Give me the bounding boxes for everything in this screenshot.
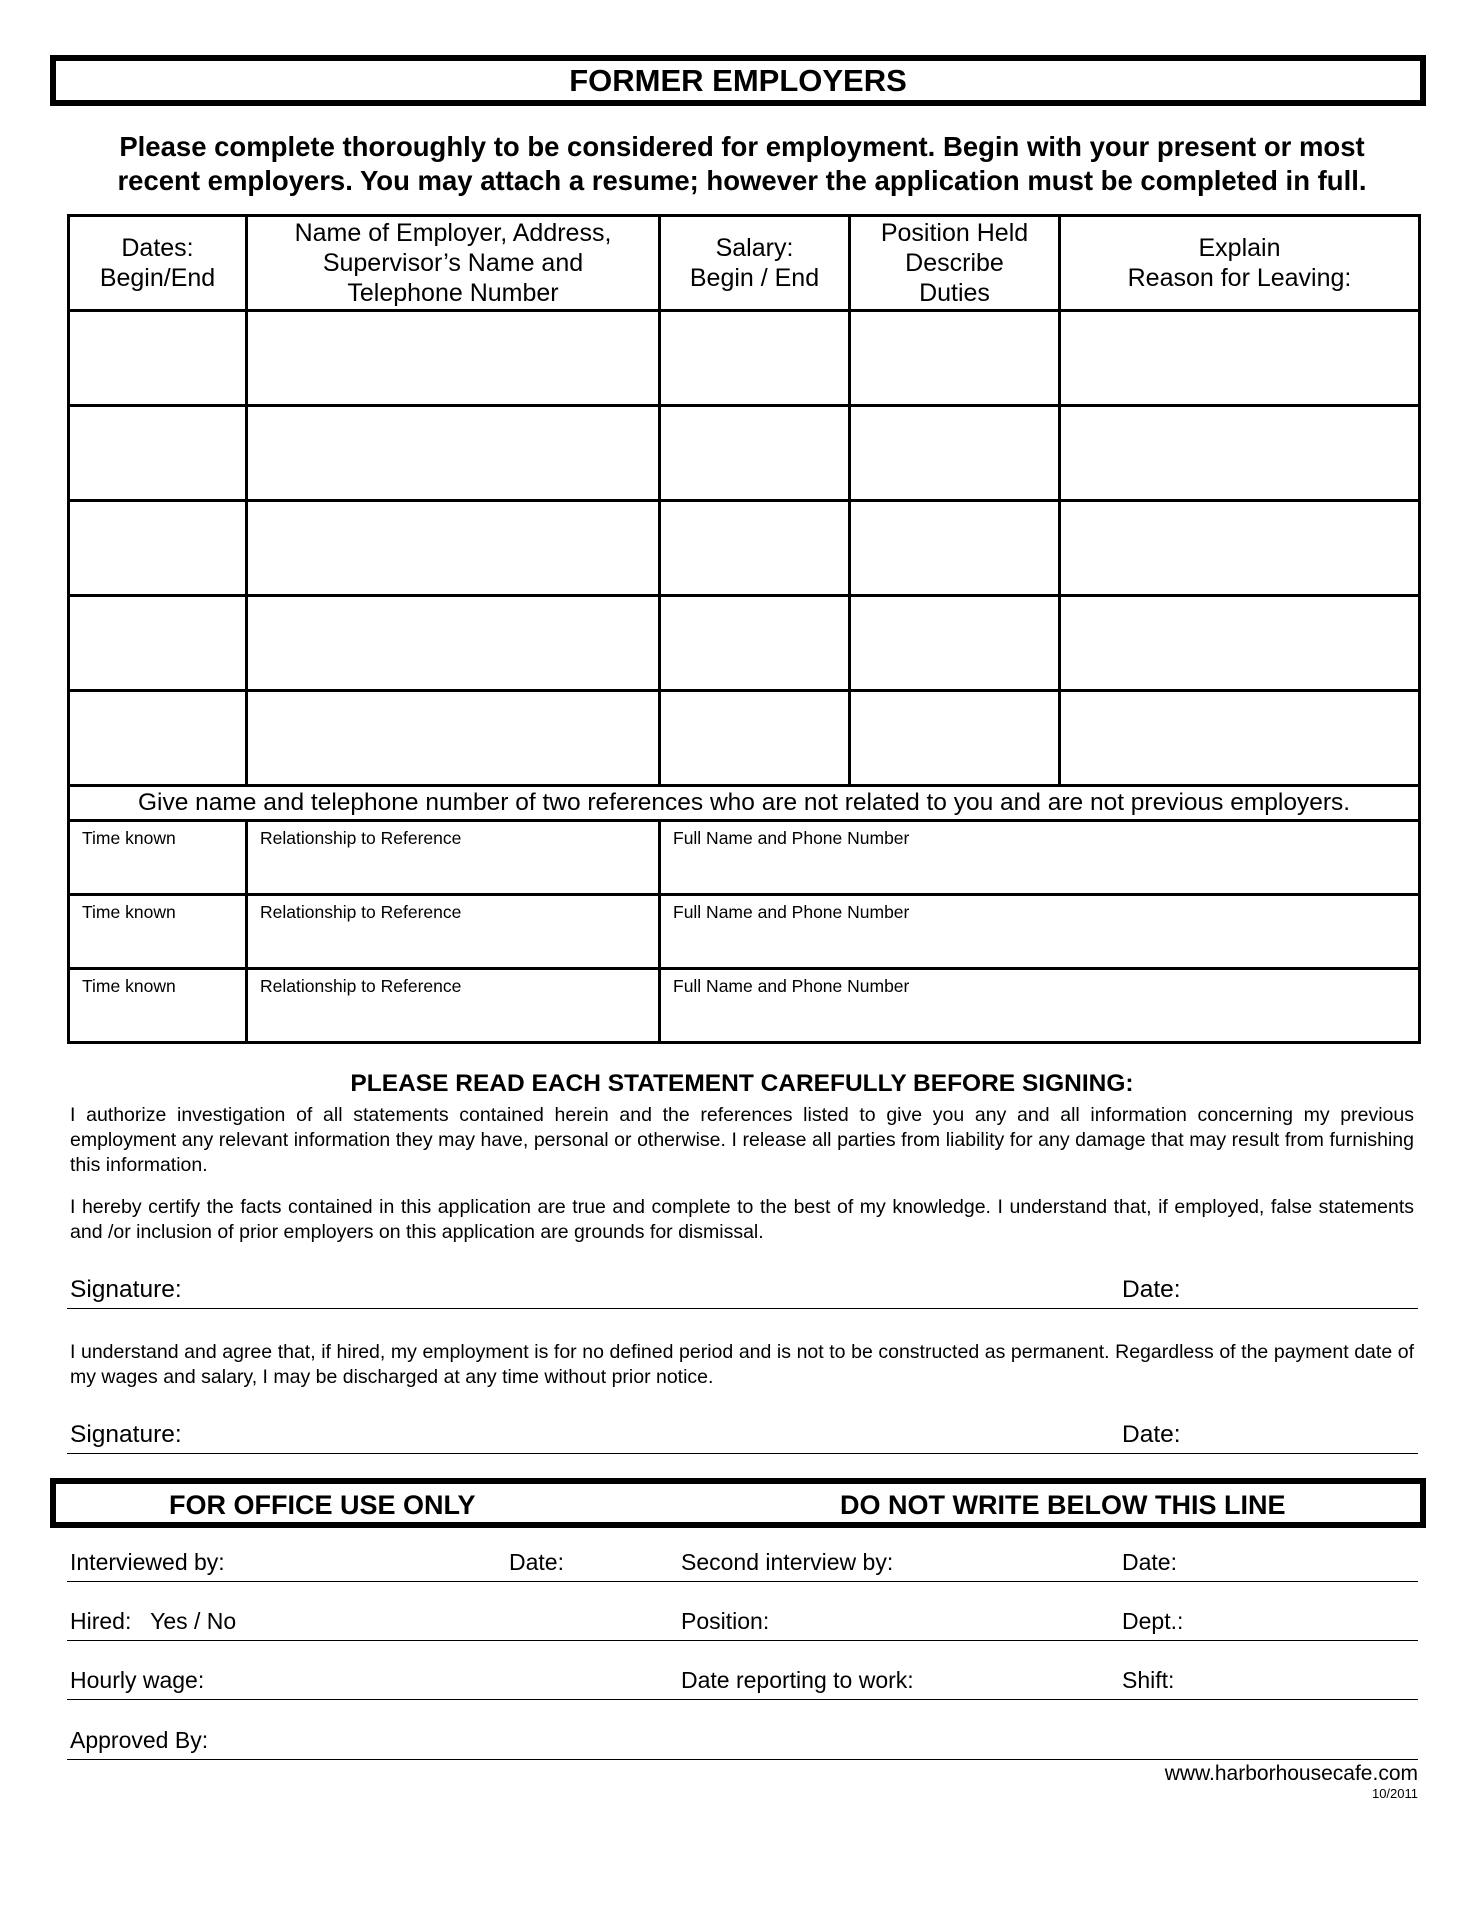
form-version: 10/2011 — [1371, 1786, 1418, 1801]
date-reporting-label: Date reporting to work: — [681, 1667, 914, 1693]
position-label: Position: — [681, 1608, 770, 1634]
reason-cell[interactable] — [1060, 406, 1420, 501]
time-known-field[interactable]: Time known — [69, 969, 247, 1043]
website-url: www.harborhousecafe.com — [1164, 1762, 1418, 1785]
position-cell[interactable] — [850, 596, 1060, 691]
dates-cell[interactable] — [69, 311, 247, 406]
column-header-dates: Dates: Begin/End — [69, 216, 247, 311]
instructions — [60, 130, 1424, 198]
authorization-paragraph: I authorize investigation of all statements contained herein and the references listed to give you any and all information concerning my previous employment any relevant information they may have, personal or otherwise. I release all parties from liability for any damage that may result from furnishing this information. — [70, 1104, 1414, 1176]
second-interview-date-label: Date: — [1122, 1549, 1177, 1575]
dates-cell[interactable] — [69, 596, 247, 691]
position-cell[interactable] — [850, 406, 1060, 501]
table-row — [69, 311, 1420, 406]
approved-by-label: Approved By: — [70, 1727, 209, 1753]
reason-cell[interactable] — [1060, 311, 1420, 406]
dates-cell[interactable] — [69, 406, 247, 501]
certification-paragraph: I hereby certify the facts contained in this application are true and complete to the best of my knowledge. I understand that, if employed, false statements and /or inclusion of prior employers on this application are grounds for dismissal. — [70, 1196, 1414, 1243]
column-header-position: Position Held Describe Duties — [850, 216, 1060, 311]
position-cell[interactable] — [850, 691, 1060, 786]
office-row-hired[interactable] — [67, 1600, 1418, 1641]
employer-cell[interactable] — [247, 596, 660, 691]
relationship-field[interactable]: Relationship to Reference — [247, 969, 660, 1043]
table-row — [69, 406, 1420, 501]
hourly-wage-label: Hourly wage: — [70, 1667, 205, 1693]
table-header-row — [69, 216, 1420, 311]
reason-cell[interactable] — [1060, 501, 1420, 596]
shift-label: Shift: — [1122, 1667, 1175, 1693]
full-name-phone-field[interactable]: Full Name and Phone Number — [660, 895, 1420, 969]
salary-cell[interactable] — [660, 406, 850, 501]
date-label: Date: — [1122, 1276, 1181, 1303]
signature-label: Signature: — [70, 1276, 182, 1303]
instructions-line-2: recent employers. You may attach a resume; however the application must be completed in full. — [117, 165, 1367, 196]
references-banner-row — [69, 786, 1420, 821]
salary-cell[interactable] — [660, 501, 850, 596]
relationship-field[interactable]: Relationship to Reference — [247, 821, 660, 895]
former-employers-table — [67, 214, 1421, 1044]
time-known-field[interactable]: Time known — [69, 895, 247, 969]
interviewed-by-label: Interviewed by: — [70, 1549, 225, 1575]
dates-cell[interactable] — [69, 501, 247, 596]
signature-line-1[interactable] — [67, 1272, 1418, 1309]
reference-row — [69, 895, 1420, 969]
time-known-field[interactable]: Time known — [69, 821, 247, 895]
dept-label: Dept.: — [1122, 1608, 1184, 1634]
hired-label: Hired: Yes / No — [70, 1608, 237, 1634]
column-header-reason: Explain Reason for Leaving: — [1060, 216, 1420, 311]
second-interview-label: Second interview by: — [681, 1549, 894, 1575]
page-title — [50, 55, 1426, 106]
column-header-employer: Name of Employer, Address, Supervisor’s Name and Telephone Number — [247, 216, 660, 311]
signature-line-2[interactable] — [67, 1417, 1418, 1454]
full-name-phone-field[interactable]: Full Name and Phone Number — [660, 821, 1420, 895]
do-not-write-title: DO NOT WRITE BELOW THIS LINE — [840, 1490, 1286, 1520]
page-title-text: FORMER EMPLOYERS — [569, 62, 907, 98]
table-row — [69, 596, 1420, 691]
reference-row — [69, 969, 1420, 1043]
relationship-field[interactable]: Relationship to Reference — [247, 895, 660, 969]
employer-cell[interactable] — [247, 406, 660, 501]
salary-cell[interactable] — [660, 311, 850, 406]
reason-cell[interactable] — [1060, 596, 1420, 691]
statements-heading: PLEASE READ EACH STATEMENT CAREFULLY BEFORE SIGNING: — [350, 1070, 1134, 1097]
full-name-phone-field[interactable]: Full Name and Phone Number — [660, 969, 1420, 1043]
office-row-wage[interactable] — [67, 1659, 1418, 1700]
references-banner: Give name and telephone number of two references who are not related to you and are not previous employers. — [69, 786, 1420, 821]
signature-label: Signature: — [70, 1421, 182, 1448]
instructions-line-1: Please complete thoroughly to be considered for employment. Begin with your present or most — [119, 131, 1365, 162]
office-row-approved[interactable] — [67, 1719, 1418, 1760]
table-row — [69, 691, 1420, 786]
employer-cell[interactable] — [247, 501, 660, 596]
reference-row — [69, 821, 1420, 895]
office-use-banner — [50, 1478, 1426, 1528]
reason-cell[interactable] — [1060, 691, 1420, 786]
position-cell[interactable] — [850, 311, 1060, 406]
date-label: Date: — [1122, 1421, 1181, 1448]
table-row — [69, 501, 1420, 596]
interview-date-label: Date: — [509, 1549, 564, 1575]
office-use-title: FOR OFFICE USE ONLY — [169, 1490, 476, 1520]
employer-cell[interactable] — [247, 691, 660, 786]
salary-cell[interactable] — [660, 691, 850, 786]
salary-cell[interactable] — [660, 596, 850, 691]
at-will-paragraph: I understand and agree that, if hired, my employment is for no defined period and is not to be constructed as permanent. Regardless of the payment date of my wages and salary, I may be discharged at any time without prior notice. — [70, 1341, 1414, 1388]
dates-cell[interactable] — [69, 691, 247, 786]
employer-cell[interactable] — [247, 311, 660, 406]
position-cell[interactable] — [850, 501, 1060, 596]
office-row-interview[interactable] — [67, 1541, 1418, 1582]
column-header-salary: Salary: Begin / End — [660, 216, 850, 311]
